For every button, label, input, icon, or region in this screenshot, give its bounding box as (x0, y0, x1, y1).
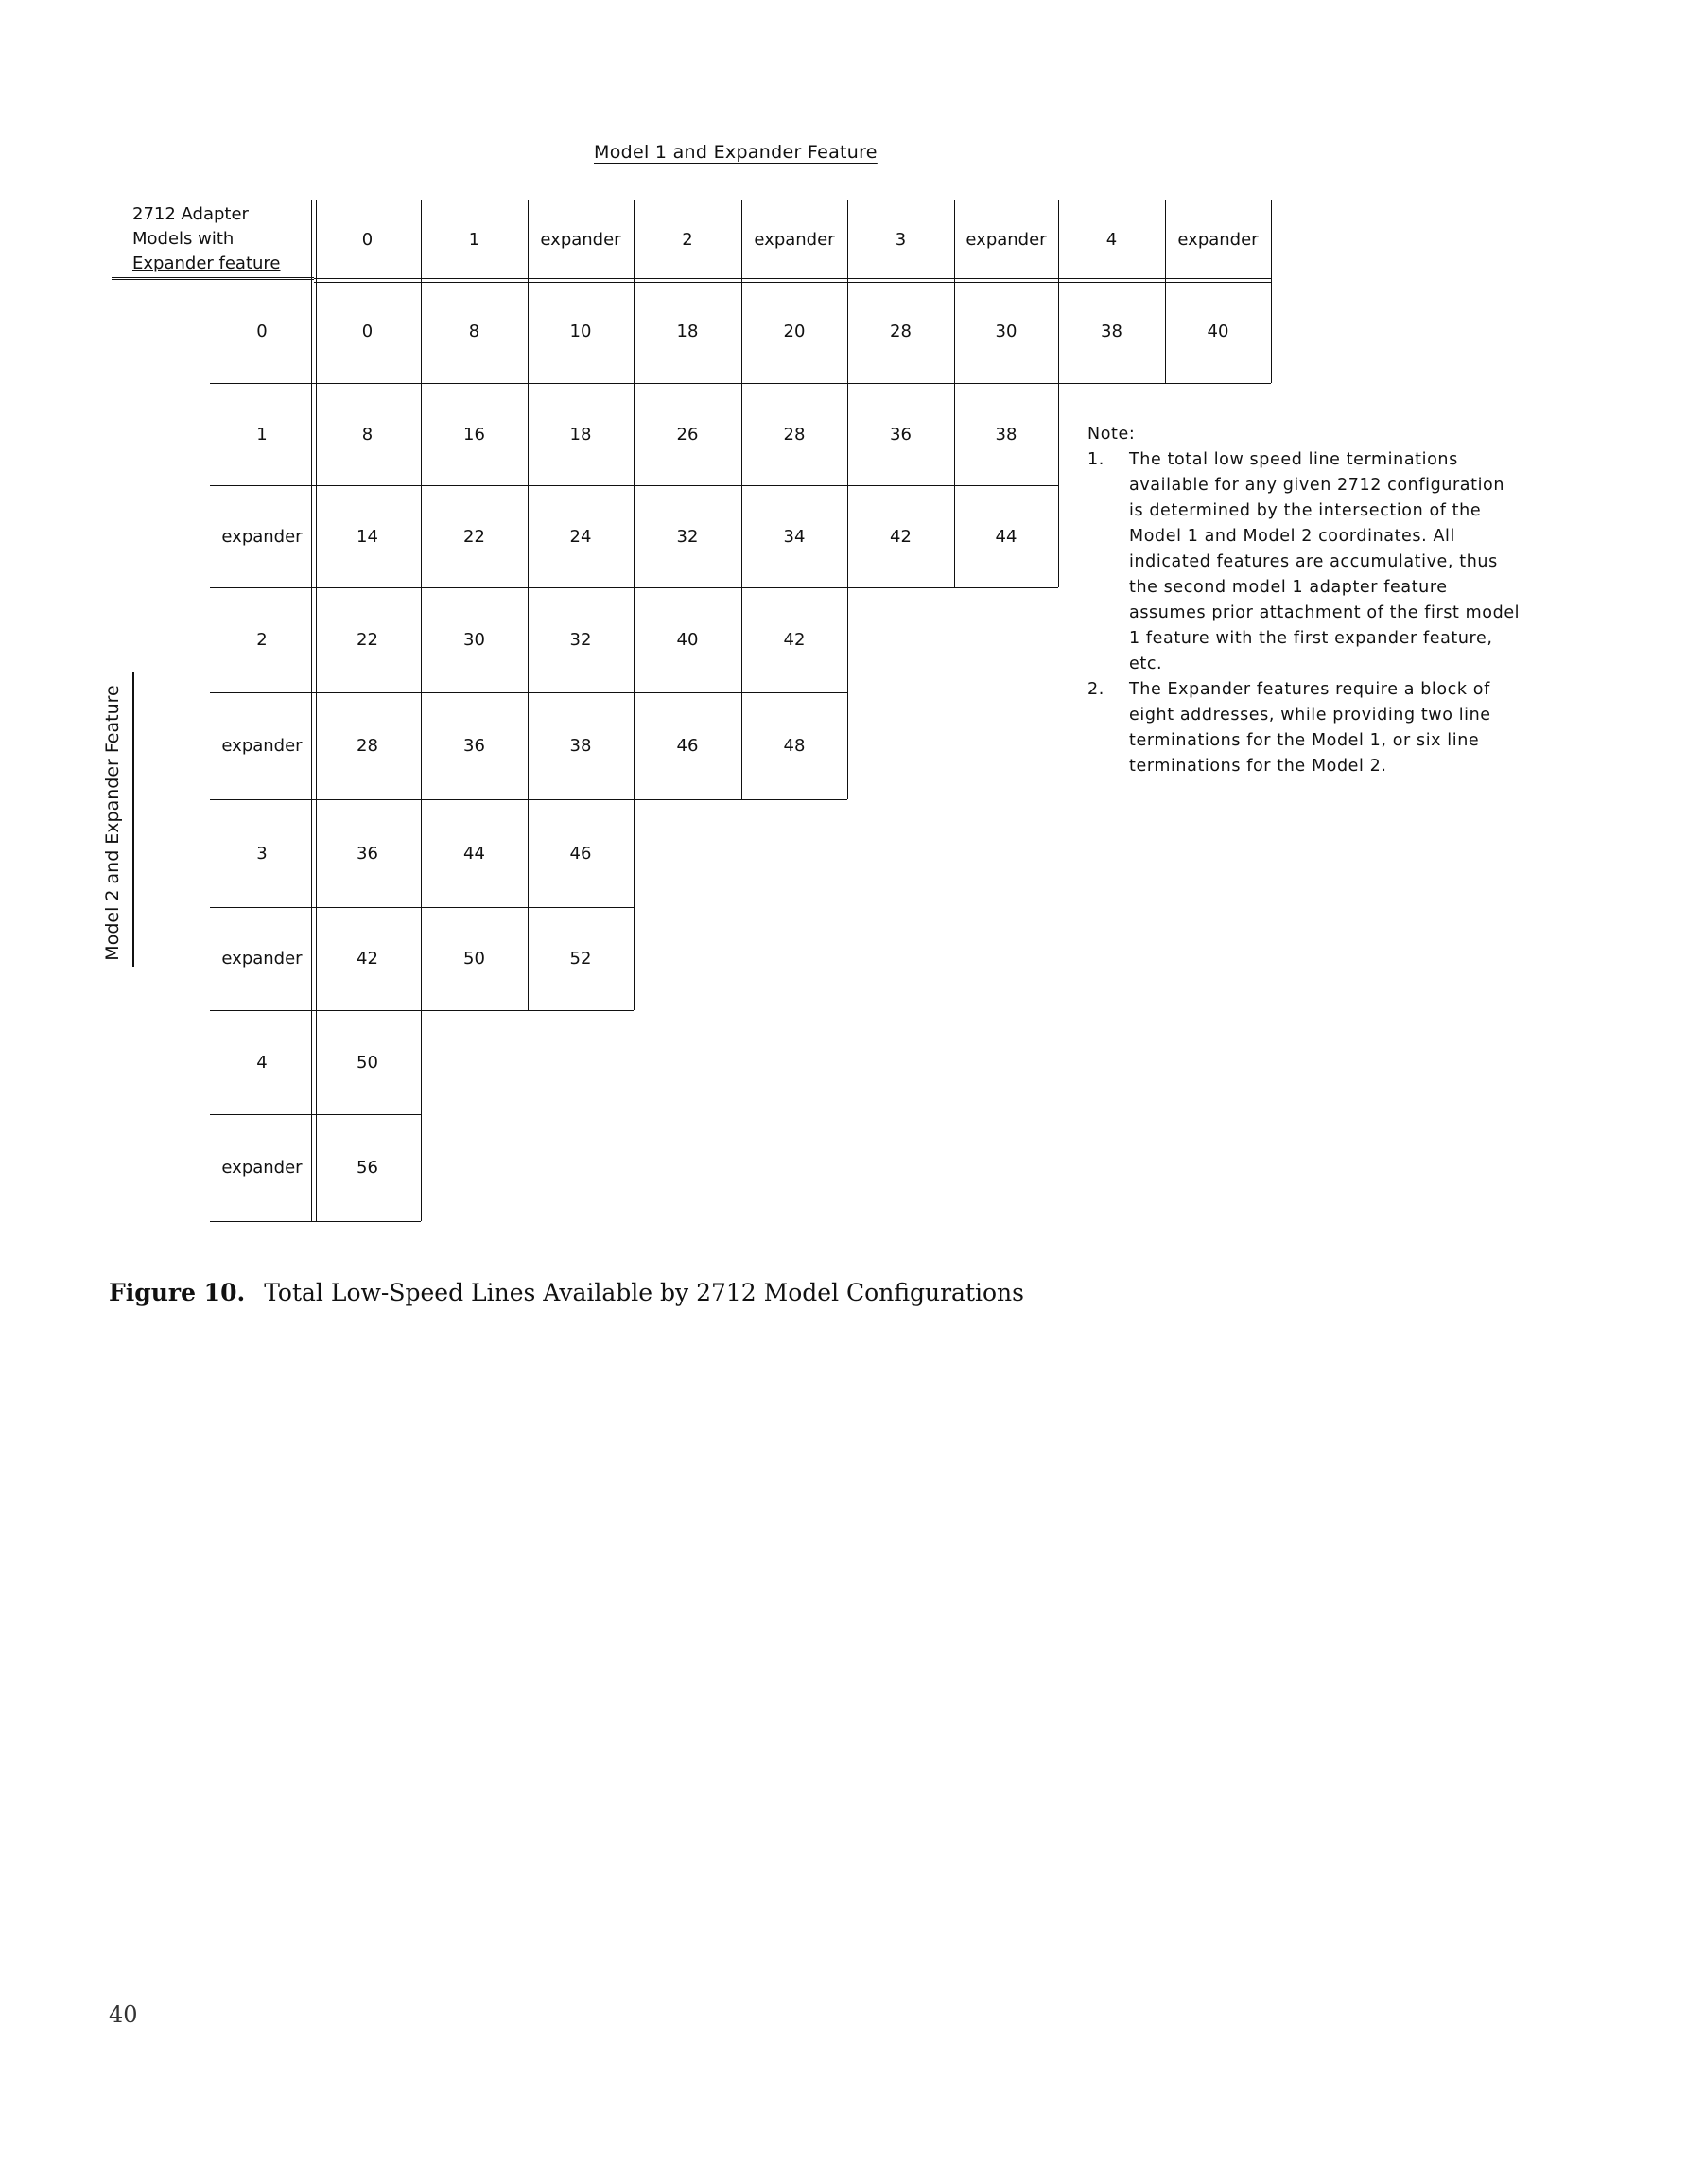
row-header: 1 (256, 424, 268, 445)
table-cell: 28 (783, 424, 806, 445)
notes (1087, 422, 1522, 779)
note-text: The Expander features require a block of eight addresses, while providing two line terminations for the Model 1, or six line terminations for the Model 2. (1129, 680, 1491, 776)
grid-line (421, 200, 422, 280)
figure-title: Model 1 and Expander Feature (594, 142, 878, 163)
table-cell: 44 (463, 843, 485, 864)
column-header: 3 (895, 230, 907, 250)
grid-line (741, 200, 742, 280)
table-cell: 32 (569, 630, 592, 650)
grid-line (634, 907, 635, 1010)
notes-heading: Note: (1087, 425, 1136, 444)
grid-line (847, 692, 848, 799)
table-cell: 38 (995, 424, 1017, 445)
table-cell: 50 (463, 949, 485, 969)
table-cell: 44 (995, 526, 1017, 547)
figure-number: Figure 10. (109, 1279, 246, 1306)
table-cell: 14 (357, 526, 378, 547)
table-cell: 48 (783, 736, 806, 756)
grid-line (421, 1114, 422, 1221)
table-cell: 22 (463, 526, 485, 547)
row-header: expander (221, 736, 303, 756)
row-header: 0 (256, 322, 268, 341)
column-header: 4 (1105, 230, 1118, 250)
table-cell: 34 (783, 526, 806, 547)
grid-line (634, 799, 635, 907)
column-header: expander (754, 230, 835, 250)
corner-label (132, 202, 281, 276)
table-cell: 40 (676, 630, 699, 650)
grid-line (528, 200, 529, 280)
caption-text: Total Low-Speed Lines Available by 2712 Model Configurations (264, 1279, 1024, 1306)
table-cell: 22 (357, 630, 378, 650)
table-cell: 0 (361, 322, 374, 341)
table-cell: 36 (890, 424, 912, 445)
grid-line (1271, 200, 1272, 280)
table-cell: 42 (357, 949, 378, 969)
row-header: 3 (256, 843, 268, 864)
table-cell: 40 (1207, 322, 1229, 341)
grid-line (1058, 485, 1059, 587)
corner-label-line-2: Models with (132, 229, 235, 249)
grid-line (1058, 200, 1059, 280)
grid-line (1271, 280, 1272, 383)
row-header: expander (221, 949, 303, 969)
table-cell: 42 (890, 526, 912, 547)
note-number: 2. (1087, 680, 1104, 699)
table-cell: 38 (1101, 322, 1122, 341)
corner-label-line-1: 2712 Adapter (132, 204, 249, 224)
column-header: 0 (361, 230, 374, 250)
grid-line (421, 1010, 422, 1114)
table-cell: 28 (357, 736, 378, 756)
table-cell: 16 (463, 424, 485, 445)
table-cell: 56 (357, 1158, 378, 1178)
column-header: expander (1177, 230, 1259, 250)
column-header: expander (965, 230, 1047, 250)
column-header: 2 (682, 230, 693, 250)
note-number: 1. (1087, 450, 1104, 469)
grid-line (634, 200, 635, 280)
table-cell: 18 (676, 322, 699, 341)
table-cell: 46 (569, 843, 592, 864)
row-header: 4 (256, 1052, 268, 1073)
table-cell: 8 (468, 322, 480, 341)
table-cell: 30 (995, 322, 1017, 341)
grid-line (210, 1221, 421, 1222)
grid-line (847, 200, 848, 280)
row-axis-rule (132, 672, 134, 967)
row-header: expander (221, 526, 303, 547)
column-header: expander (540, 230, 621, 250)
table-cell: 30 (463, 630, 485, 650)
row-header: expander (221, 1158, 303, 1178)
table-cell: 42 (783, 630, 806, 650)
row-axis-label: Model 2 and Expander Feature (102, 685, 123, 961)
table-cell: 36 (463, 736, 485, 756)
table-cell: 36 (357, 843, 378, 864)
table-cell: 52 (569, 949, 592, 969)
note-text: The total low speed line terminations available for any given 2712 configuration is determined by the intersection of the Model 1 and Model 2 coordinates. All indicated features are accumulative, thus the second model 1 adapter feature assumes prior attachment of the first model 1 feature with the first expander feature, etc. (1129, 450, 1521, 673)
table-cell: 20 (783, 322, 806, 341)
table-cell: 8 (361, 424, 374, 445)
grid-line (954, 200, 955, 280)
table-cell: 24 (569, 526, 592, 547)
column-header: 1 (468, 230, 480, 250)
table-cell: 50 (357, 1052, 378, 1073)
grid-line (1165, 200, 1166, 280)
row-header: 2 (256, 630, 268, 650)
table-cell: 38 (569, 736, 592, 756)
grid-line (847, 587, 848, 692)
table-cell: 26 (676, 424, 699, 445)
figure-caption (109, 1279, 1024, 1306)
table-cell: 18 (569, 424, 592, 445)
table-cell: 28 (890, 322, 912, 341)
note-item (1087, 677, 1522, 779)
table-cell: 32 (676, 526, 699, 547)
page-number: 40 (109, 2001, 138, 2028)
note-item (1087, 447, 1522, 677)
corner-label-line-3: Expander feature (132, 253, 281, 273)
table-cell: 10 (569, 322, 592, 341)
table-cell: 46 (676, 736, 699, 756)
grid-line (1058, 383, 1059, 485)
